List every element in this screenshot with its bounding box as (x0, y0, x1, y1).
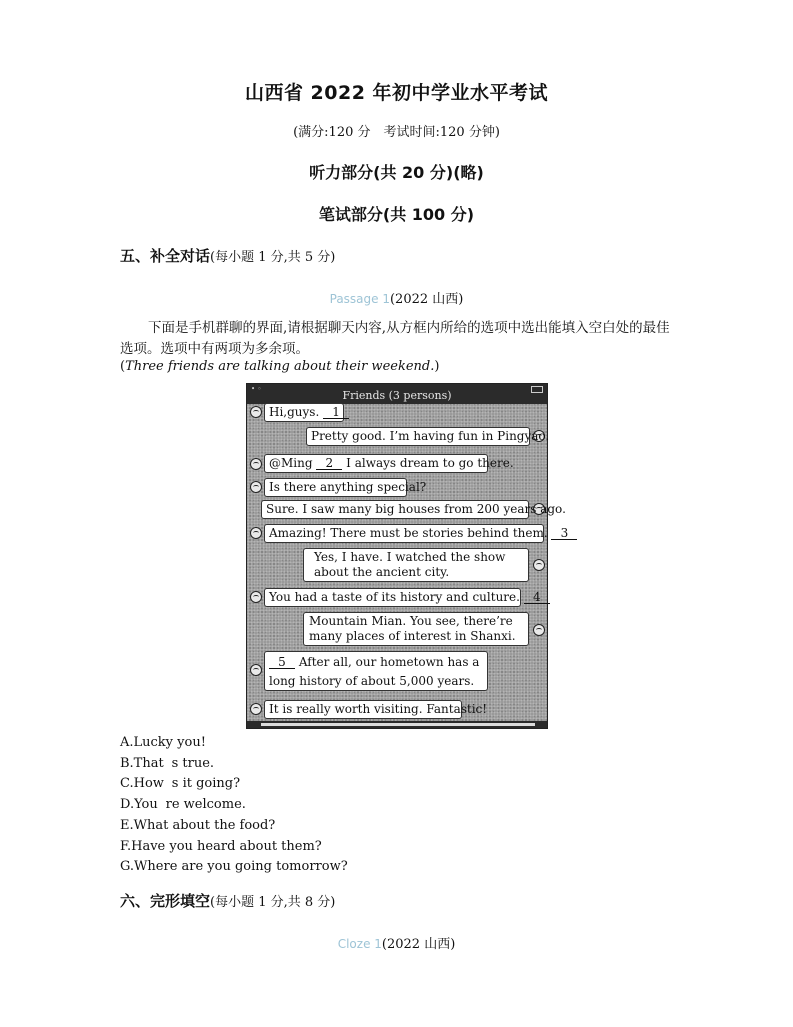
chat-bottom-bar (247, 721, 547, 728)
message-text: @Ming (269, 456, 317, 470)
exam-subtitle: (满分:120 分 考试时间:120 分钟) (293, 125, 500, 140)
section5-heading (120, 245, 335, 266)
chat-message-8 (264, 588, 541, 607)
message-text: Amazing! There must be stories behind them. (269, 526, 552, 540)
battery-icon (531, 386, 543, 393)
answer-blank-3: 3 (551, 527, 577, 540)
option-g: G.Where are you going tomorrow? (120, 859, 348, 874)
context-close: ) (434, 359, 440, 374)
listening-heading: 听力部分(共 20 分)(略) (309, 163, 484, 182)
section6-note: (每小题 1 分,共 8 分) (210, 895, 336, 910)
chat-message-1 (264, 403, 344, 422)
chat-message-5 (261, 500, 566, 519)
option-c: C.Hows it going? (120, 776, 241, 791)
answer-blank-1: 1 (323, 406, 349, 419)
option-b: B.Thats true. (120, 756, 215, 771)
chat-message-4 (264, 478, 427, 497)
cloze-source: (2022 山西) (381, 937, 456, 952)
avatar-icon (533, 559, 545, 571)
chat-message-9 (303, 612, 529, 646)
cloze-heading (0, 933, 793, 952)
avatar-icon (250, 458, 262, 470)
message-text: Mountain Mian. You see, there’re many places of interest in Shanxi. (309, 614, 516, 643)
message-text: Pretty good. I’m having fun in Pingyao. (311, 429, 550, 443)
option-a: A.Lucky you! (120, 735, 206, 750)
chat-message-7 (303, 548, 529, 582)
avatar-icon (250, 406, 262, 418)
avatar-icon (250, 527, 262, 539)
chat-input-bar (261, 723, 535, 726)
section5-title: 五、补全对话 (120, 247, 211, 265)
chat-message-10 (264, 651, 488, 691)
chat-message-2 (306, 427, 550, 446)
written-heading: 笔试部分(共 100 分) (318, 205, 475, 224)
message-text: Is there anything special? (269, 480, 427, 494)
chat-screenshot (246, 383, 569, 729)
message-text: After all, our hometown has a long history of about 5,000 years. (269, 655, 480, 688)
chat-message-11 (264, 700, 488, 719)
passage-label: Passage 1 (329, 292, 390, 306)
option-d: D.Youre welcome. (120, 797, 246, 812)
section6-heading (120, 890, 335, 911)
avatar-icon (250, 664, 262, 676)
section5-note: (每小题 1 分,共 5 分) (210, 250, 336, 265)
option-e: E.What about the food? (120, 818, 276, 833)
answer-blank-2: 2 (316, 457, 342, 470)
chat-title: Friends (3 persons) (342, 389, 452, 402)
instruction-text: 下面是手机群聊的界面,请根据聊天内容,从方框内所给的选项中选出能填入空白处的最佳选项。选项中有两项为多余项。 (120, 320, 670, 357)
chat-message-3 (264, 454, 514, 473)
answer-blank-5: 5 (269, 656, 295, 669)
message-text: You had a taste of its history and culture. (269, 590, 524, 604)
section6-title: 六、完形填空 (120, 892, 211, 910)
message-text: Yes, I have. I watched the show about the ancient city. (314, 550, 506, 579)
option-f: F.Have you heard about them? (120, 839, 322, 854)
chat-message-6 (264, 524, 569, 543)
message-text: Hi,guys. (269, 405, 324, 419)
message-text: Sure. I saw many big houses from 200 years ago. (266, 502, 566, 516)
signal-icon: • ◦ (251, 385, 262, 393)
chat-title-bar (247, 384, 547, 404)
avatar-icon (250, 591, 262, 603)
cloze-label: Cloze 1 (337, 937, 382, 951)
context-open: ( (120, 359, 126, 374)
context-line (120, 359, 439, 374)
answer-blank-4: 4 (524, 591, 550, 604)
message-text: I always dream to go there. (342, 456, 514, 470)
message-text: It is really worth visiting. Fantastic! (269, 702, 488, 716)
avatar-icon (250, 703, 262, 715)
passage-source: (2022 山西) (389, 292, 464, 307)
exam-title: 山西省 2022 年初中学业水平考试 (244, 82, 549, 104)
passage-heading (0, 288, 793, 307)
context-text: Three friends are talking about their weekend. (125, 359, 435, 374)
avatar-icon (250, 481, 262, 493)
avatar-icon (533, 624, 545, 636)
